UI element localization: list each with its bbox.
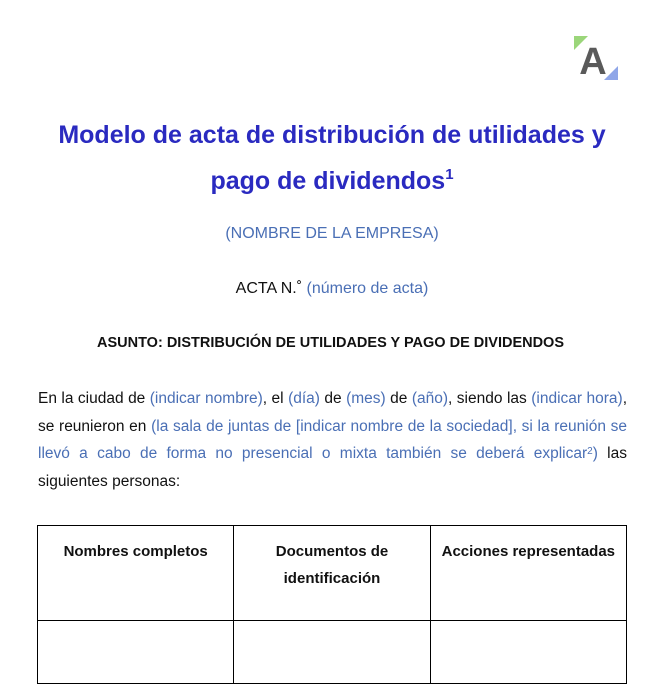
location-placeholder-close: ) <box>592 445 598 463</box>
table-cell[interactable] <box>234 621 430 684</box>
table-cell[interactable] <box>38 621 234 684</box>
subject-line: ASUNTO: DISTRIBUCIÓN DE UTILIDADES Y PAGO DE DIVIDENDOS <box>97 335 565 351</box>
document-title <box>20 112 644 204</box>
acta-number-placeholder: (número de acta) <box>306 280 429 297</box>
logo-icon <box>572 34 620 82</box>
hour-placeholder: (indicar hora) <box>531 390 623 407</box>
table-header-row <box>38 526 627 621</box>
title-line-1: Modelo de acta de distribución de utilidades y <box>58 121 606 149</box>
attendees-table <box>37 525 627 684</box>
month-placeholder: (mes) <box>346 390 386 407</box>
text-segment: En la ciudad de <box>38 390 150 407</box>
title-line-2: pago de dividendos <box>210 167 446 195</box>
year-placeholder: (año) <box>411 390 449 407</box>
city-placeholder: (indicar nombre) <box>149 390 263 407</box>
acta-number-line <box>0 279 664 299</box>
logo <box>572 34 620 82</box>
acta-label: ACTA N.˚ <box>235 280 303 297</box>
text-segment: , siendo las <box>448 390 532 407</box>
text-segment: de <box>319 390 347 407</box>
logo-letter: A <box>579 41 607 82</box>
company-name-placeholder: (NOMBRE DE LA EMPRESA) <box>225 225 439 242</box>
text-segment: , el <box>262 390 289 407</box>
day-placeholder: (día) <box>288 390 320 407</box>
text-segment: , se reunieron en <box>38 390 627 435</box>
header-full-names: Nombres completos <box>38 526 234 621</box>
table-cell[interactable] <box>430 621 626 684</box>
table-row <box>38 621 627 684</box>
text-segment: las siguientes personas: <box>38 445 627 490</box>
title-footnote-ref[interactable]: 1 <box>445 166 454 183</box>
header-shares-represented: Acciones representadas <box>430 526 626 621</box>
text-segment: de <box>385 390 412 407</box>
footnote-ref-2[interactable]: 2 <box>587 446 593 458</box>
location-placeholder: (la sala de juntas de [indicar nombre de la sociedad], si la reunión se llevó a cabo de forma no presencial o mixta también se deberá explicar <box>38 417 627 463</box>
intro-paragraph <box>38 385 627 495</box>
header-id-documents: Documentos de identificación <box>234 526 430 621</box>
